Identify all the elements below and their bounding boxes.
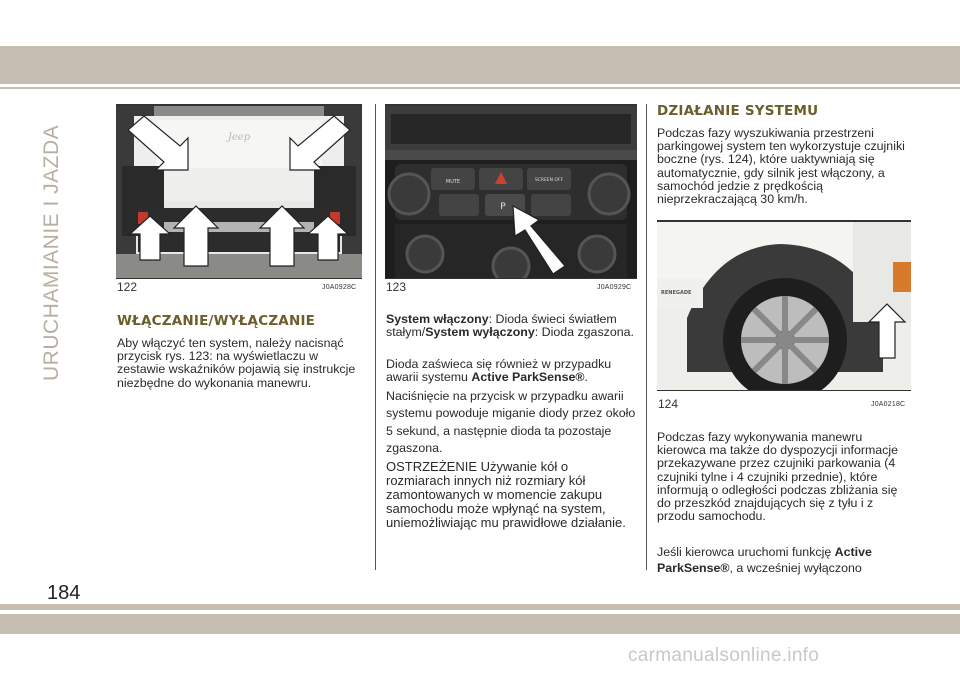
paragraph-active-parksense	[657, 545, 913, 576]
bold-system-on: System włączony	[386, 312, 489, 326]
bold-active-parksense-2: Active ParkSense®	[657, 545, 872, 575]
renegade-badge-text: RENEGADE	[661, 290, 692, 296]
text-led-failure: Dioda zaświeca się również w przypadku awarii systemu	[386, 357, 612, 385]
figure-code: J0A0929C	[597, 284, 632, 291]
top-header-rule	[0, 87, 960, 89]
section-title-text: URUCHAMIANIE I JAZDA	[40, 124, 63, 381]
figure-number: 124	[658, 397, 679, 411]
page-number: 184	[47, 582, 81, 604]
bold-system-off: System wyłączony	[425, 325, 535, 340]
paragraph-enable-instructions: Aby włączyć ten system, należy nacisnąć przycisk rys. 123: na wyświetlaczu w zestawie wskaźników pojawią się instrukcje niezbędne do wykonania manewru.	[117, 336, 356, 390]
screen-off-label: SCREEN OFF	[534, 178, 564, 183]
figure-number: 122	[117, 280, 138, 294]
text-led-off: : Dioda zgaszona.	[534, 325, 634, 340]
figure-123-dashboard-button-photo	[385, 104, 637, 279]
figure-number: 123	[386, 280, 407, 294]
paragraph-search-phase: Podczas fazy wyszukiwania przestrzeni parkingowej system ten wykorzystuje czujniki boczne (rys. 124), które uaktywniają się automatycznie, gdy silnik jest włączony, a samochód jedzie z prędkością nieprzekraczającą 30 km/h.	[657, 126, 905, 207]
text-period: .	[584, 370, 588, 385]
top-header-band	[0, 46, 960, 84]
section-heading-on-off: WŁĄCZANIE/WYŁĄCZANIE	[117, 313, 316, 329]
text-led-steady: : Dioda świeci światłem stałym/	[386, 312, 617, 340]
paragraph-led-blinking: Naciśnięcie na przycisk w przypadku awarii systemu powoduje miganie diody przez około 5 sekund, a następnie dioda ta pozostaje zgaszona.	[386, 389, 636, 455]
figure-124-side-sensor-photo	[657, 220, 911, 391]
figure-code: J0A0928C	[322, 284, 357, 291]
paragraph-led-status	[386, 313, 640, 339]
paragraph-maneuver-phase: Podczas fazy wykonywania manewru kierowca ma także do dyspozycji informacje przekazywane przez czujniki parkowania (4 czujniki tylne i 4 czujniki przednie), które informują o odległości podczas zbliżania się do przeszkód znajdujących się z tyłu i z przodu samochodu.	[657, 430, 899, 524]
figure-122-rear-bumper-photo	[116, 104, 362, 279]
bottom-rule	[0, 604, 960, 610]
text-previously-off: , a wcześniej wyłączono	[729, 560, 862, 575]
paragraph-led-failure	[386, 358, 640, 384]
mute-label: MUTE	[445, 179, 461, 185]
text-if-driver: Jeśli kierowca uruchomi funkcję	[657, 545, 835, 559]
watermark: carmanualsonline.info	[628, 645, 820, 666]
warning-label: OSTRZEŻENIE	[386, 459, 478, 474]
bold-active-parksense: Active ParkSense®	[471, 370, 585, 385]
warning-text: Używanie kół o rozmiarach innych niż rozmiary kół zamontowanych w momencie zakupu samochodu może wpłynąć na system, uniemożliwiając mu prawidłowe działanie.	[386, 459, 626, 530]
section-heading-system-operation: DZIAŁANIE SYSTEMU	[657, 103, 819, 119]
parksense-p-button: P	[500, 202, 506, 212]
column-separator-1	[375, 104, 376, 570]
column-separator-2	[646, 104, 647, 570]
bottom-band	[0, 614, 960, 634]
warning-paragraph	[386, 460, 634, 530]
jeep-logo-text: Jeep	[227, 132, 251, 143]
figure-code: J0A0218C	[871, 401, 906, 408]
